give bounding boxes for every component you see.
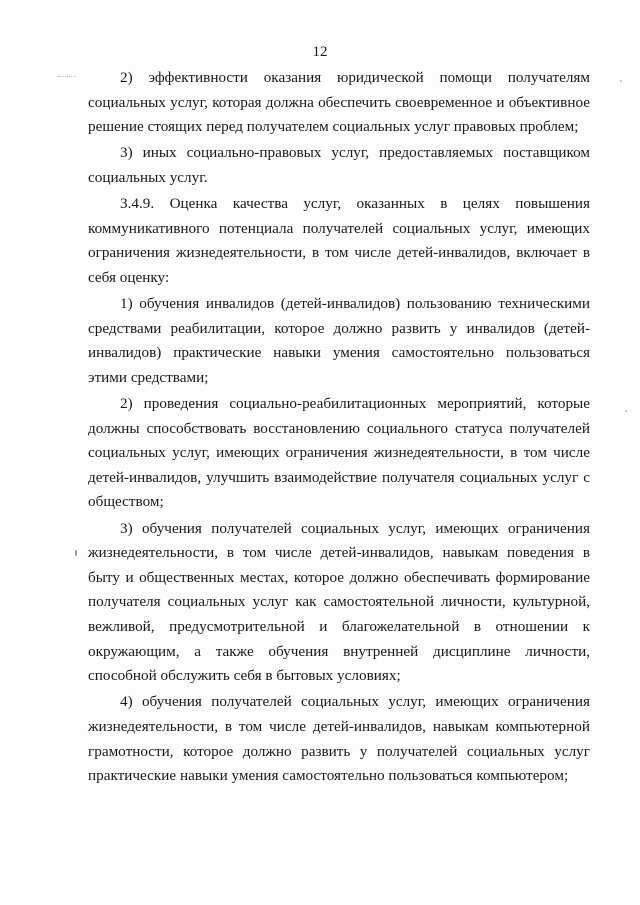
paragraph: 2) эффективности оказания юридической помощи получателям социальных услуг, которая должна обеспечить своевременное и объективное решение стоящих перед получателем социальных услуг правовых проблем; bbox=[88, 69, 590, 136]
scan-dot bbox=[620, 80, 622, 82]
paragraph: 3) обучения получателей социальных услуг, имеющих ограничения жизнедеятельности, в том числе детей-инвалидов, навыкам поведения в быту и общественных местах, которое должно обеспечивать формирование получателя социальных услуг как самостоятельной личности, культурной, вежливой, предусмотрительной и благожелательной в отношении к окружающим, а также обучения внутренней дисциплине личности, способной обслужить себя в бытовых условиях; bbox=[88, 519, 590, 685]
scan-mark bbox=[58, 76, 76, 79]
paragraph: 4) обучения получателей социальных услуг, имеющих ограничения жизнедеятельности, в том числе детей-инвалидов, навыкам компьютерной грамотности, которое должно развить у получателей социальных услуг практические навыки умения самостоятельно пользоваться компьютером; bbox=[88, 693, 590, 785]
margin-mark bbox=[75, 550, 77, 556]
scan-dot bbox=[625, 410, 627, 412]
paragraph: 2) проведения социально-реабилитационных мероприятий, которые должны способствовать восстановлению социального статуса получателей социальных услуг, имеющих ограничения жизнедеятельности, в том числе детей-инвалидов, улучшить взаимодействие получателя социальных услуг с обществом; bbox=[88, 395, 590, 511]
paragraph: 3) иных социально-правовых услуг, предоставляемых поставщиком социальных услуг. bbox=[88, 144, 590, 186]
paragraph: 3.4.9. Оценка качества услуг, оказанных в целях повышения коммуникативного потенциала получателей социальных услуг, имеющих ограничения жизнедеятельности, в том числе детей-инвалидов, включает в себя оценку: bbox=[88, 195, 590, 286]
page-number: 12 bbox=[312, 44, 328, 60]
document-body bbox=[88, 66, 590, 790]
paragraph: 1) обучения инвалидов (детей-инвалидов) пользованию техническими средствами реабилитации, которое должно развить у инвалидов (детей-инвалидов) практические навыки умения самостоятельно пользоваться этими средствами; bbox=[88, 295, 590, 386]
